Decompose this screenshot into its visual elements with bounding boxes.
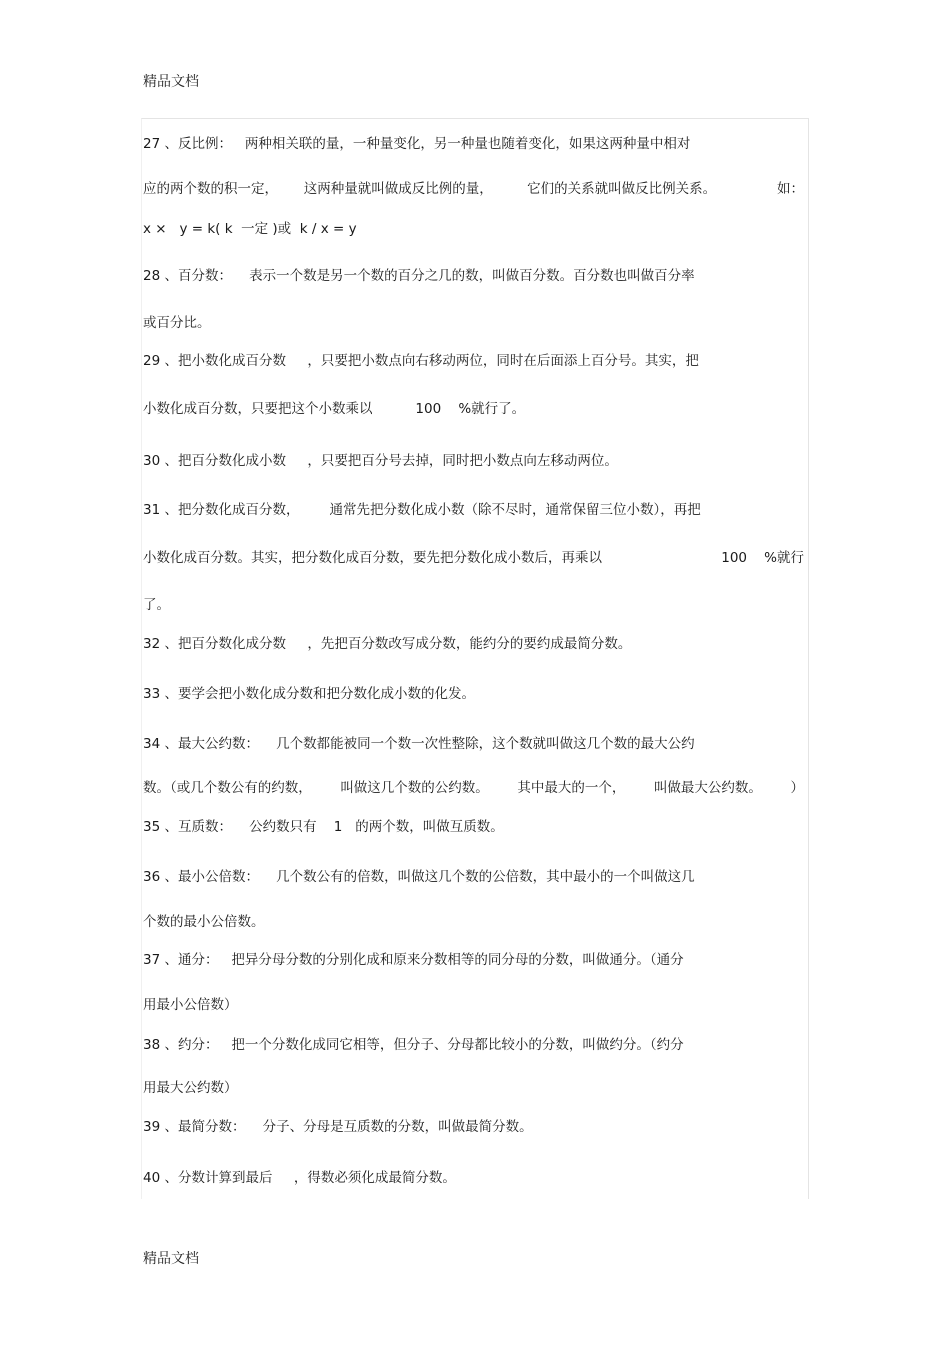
text-segment: 小数化成百分数。其实，把分数化成百分数，要先把分数化成小数后，再乘以 (143, 550, 602, 566)
text-line: 33 、要学会把小数化成分数和把分数化成小数的化发。 (143, 686, 475, 702)
text-segment: ） (790, 780, 804, 796)
text-segment: 应的两个数的积一定， 这两种量就叫做成反比例的量， 它们的关系就叫做反比例关系。 (143, 181, 717, 197)
text-line (143, 180, 804, 198)
text-line: 36 、最小公倍数： 几个数公有的倍数，叫做这几个数的公倍数，其中最小的一个叫做这几 (143, 869, 695, 885)
text-line: 39 、最简分数： 分子、分母是互质数的分数，叫做最简分数。 (143, 1119, 533, 1135)
text-segment: 数。（或几个数公有的约数， (143, 780, 312, 796)
text-segment: 100 %就行 (721, 550, 804, 566)
text-line: 32 、把百分数化成分数 ，先把百分数改写成分数，能约分的要约成最简分数。 (143, 636, 632, 652)
text-line (143, 549, 804, 567)
text-segment: 其中最大的一个， (517, 780, 626, 796)
page-footer: 精品文档 (143, 1251, 199, 1267)
text-line: 27 、反比例： 两种相关联的量，一种量变化，另一种量也随着变化，如果这两种量中相对 (143, 136, 691, 152)
text-line: 29 、把小数化成百分数 ，只要把小数点向右移动两位，同时在后面添上百分号。其实，把 (143, 353, 699, 369)
text-segment: 如： (777, 181, 804, 197)
text-line: 30 、把百分数化成小数 ，只要把百分号去掉，同时把小数点向左移动两位。 (143, 453, 618, 469)
text-line: 28 、百分数： 表示一个数是另一个数的百分之几的数，叫做百分数。百分数也叫做百分率 (143, 268, 695, 284)
text-line: 用最小公倍数） (143, 997, 238, 1013)
text-line: 用最大公约数） (143, 1080, 238, 1096)
text-line: 小数化成百分数，只要把这个小数乘以 100 %就行了。 (143, 401, 526, 417)
text-line: 40 、分数计算到最后 ，得数必须化成最简分数。 (143, 1170, 456, 1186)
text-line: 35 、互质数： 公约数只有 1 的两个数，叫做互质数。 (143, 819, 504, 835)
text-line: 37 、通分： 把异分母分数的分别化成和原来分数相等的同分母的分数，叫做通分。（通分 (143, 952, 684, 968)
text-line: 个数的最小公倍数。 (143, 914, 265, 930)
text-segment: 叫做最大公约数。 (653, 780, 762, 796)
text-line: 31 、把分数化成百分数， 通常先把分数化成小数（除不尽时，通常保留三位小数），再把 (143, 502, 701, 518)
text-line: 34 、最大公约数： 几个数都能被同一个数一次性整除，这个数就叫做这几个数的最大公约 (143, 736, 695, 752)
text-line: 或百分比。 (143, 315, 211, 331)
text-line: 了。 (143, 597, 170, 613)
text-segment: 叫做这几个数的公约数。 (340, 780, 489, 796)
text-line: 38 、约分： 把一个分数化成同它相等，但分子、分母都比较小的分数，叫做约分。（约分 (143, 1037, 684, 1053)
text-line (143, 779, 804, 797)
formula-line: x × y = k( k 一定 )或 k / x = y (143, 221, 357, 237)
page-header: 精品文档 (143, 74, 199, 90)
